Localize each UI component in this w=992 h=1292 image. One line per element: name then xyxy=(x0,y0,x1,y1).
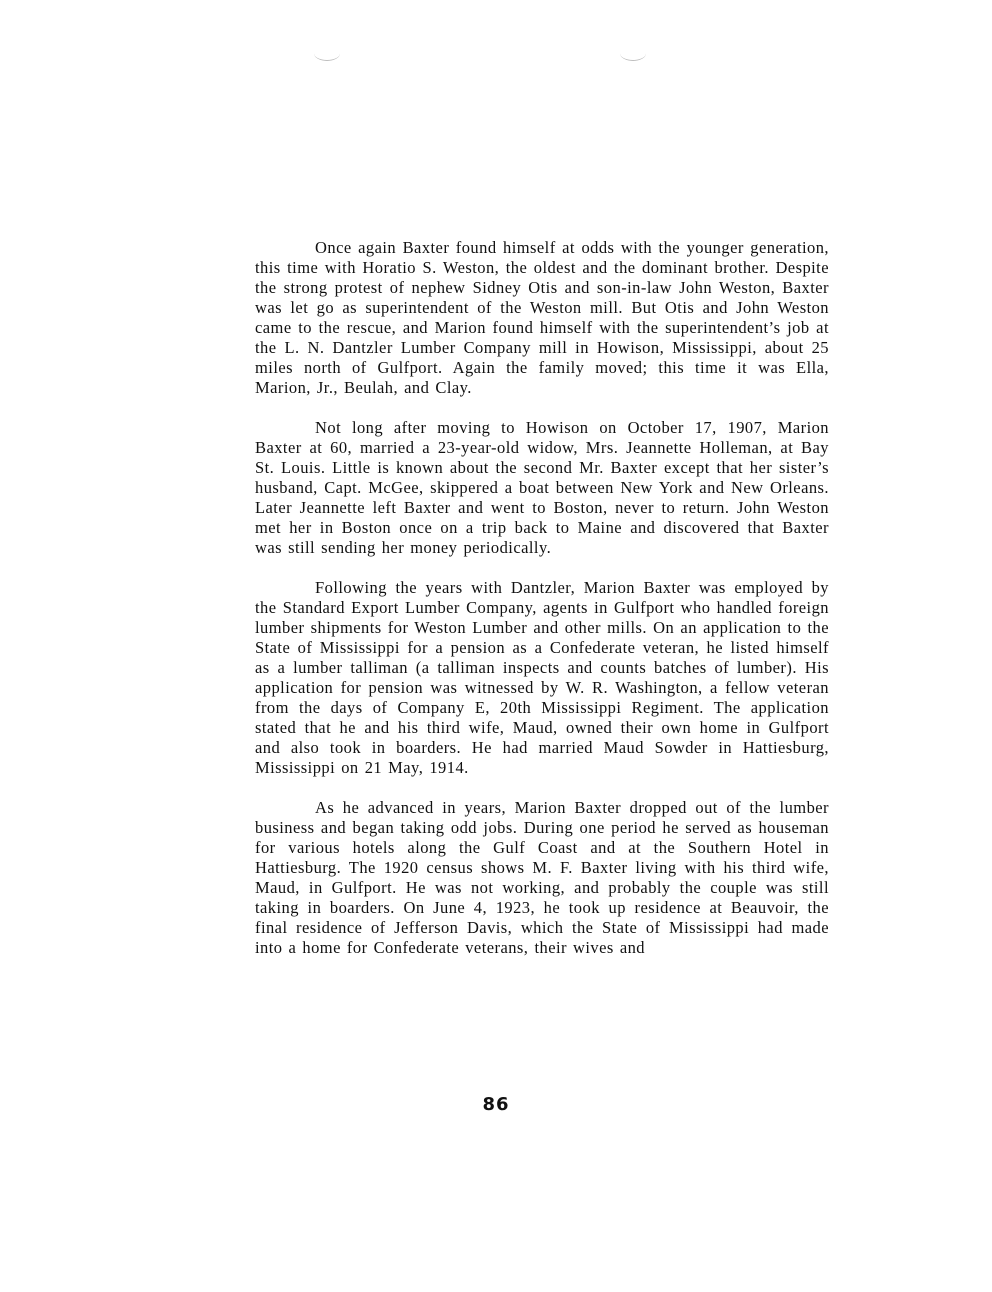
paragraph-3: Following the years with Dantzler, Marion Baxter was employed by the Standard Export Lumber Company, agents in Gulfport who handled foreign lumber shipments for Weston Lumber and other mills. On an application to the State of Mississippi for a pension as a Confederate veteran, he listed himself as a lumber talliman (a talliman inspects and counts batches of lumber). His application for pension was witnessed by W. R. Washington, a fellow veteran from the days of Company E, 20th Mississippi Regiment. The application stated that he and his third wife, Maud, owned their own home in Gulfport and also took in boarders. He had married Maud Sowder in Hattiesburg, Mississippi on 21 May, 1914. xyxy=(255,578,829,777)
body-text xyxy=(255,238,829,978)
punch-hole-mark-left xyxy=(314,46,340,61)
punch-hole-mark-right xyxy=(620,46,646,61)
paragraph-1: Once again Baxter found himself at odds with the younger generation, this time with Horatio S. Weston, the oldest and the dominant brother. Despite the strong protest of nephew Sidney Otis and son-in-law John Weston, Baxter was let go as superintendent of the Weston mill. But Otis and John Weston came to the rescue, and Marion found himself with the superintendent’s job at the L. N. Dantzler Lumber Company mill in Howison, Mississippi, about 25 miles north of Gulfport. Again the family moved; this time it was Ella, Marion, Jr., Beulah, and Clay. xyxy=(255,238,829,397)
paragraph-2: Not long after moving to Howison on October 17, 1907, Marion Baxter at 60, married a 23-year-old widow, Mrs. Jeannette Holleman, at Bay St. Louis. Little is known about the second Mr. Baxter except that her sister’s husband, Capt. McGee, skippered a boat between New York and New Orleans. Later Jeannette left Baxter and went to Boston, never to return. John Weston met her in Boston once on a trip back to Maine and discovered that Baxter was still sending her money periodically. xyxy=(255,418,829,557)
paragraph-4: As he advanced in years, Marion Baxter dropped out of the lumber business and began taking odd jobs. During one period he served as houseman for various hotels along the Gulf Coast and at the Southern Hotel in Hattiesburg. The 1920 census shows M. F. Baxter living with his third wife, Maud, in Gulfport. He was not working, and probably the couple was still taking in boarders. On June 4, 1923, he took up residence at Beauvoir, the final residence of Jefferson Davis, which the State of Mississippi had made into a home for Confederate veterans, their wives and xyxy=(255,798,829,957)
page-number: 86 xyxy=(482,1094,510,1115)
